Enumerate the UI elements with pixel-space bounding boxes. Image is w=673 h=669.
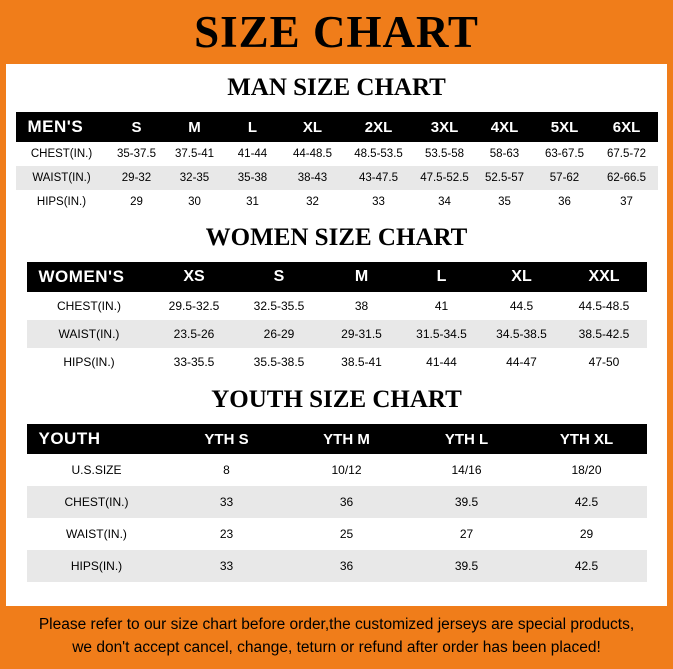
cell: 38.5-42.5 xyxy=(578,327,630,341)
cell: 25 xyxy=(339,527,354,541)
cell: 33 xyxy=(219,559,234,573)
cell: 29 xyxy=(130,196,143,208)
cell: 57-62 xyxy=(549,172,580,184)
cell: 31.5-34.5 xyxy=(416,327,467,341)
table-row xyxy=(27,320,647,348)
footer-note-line-1: Please refer to our size chart before order,the customized jerseys are special products, xyxy=(38,616,635,634)
col-header: S xyxy=(273,268,285,285)
women-size-table xyxy=(27,262,647,376)
col-header: S xyxy=(131,118,142,136)
cell: 10/12 xyxy=(331,463,362,477)
table-header-row xyxy=(27,424,647,454)
cell: 8 xyxy=(223,463,230,477)
cell: 31 xyxy=(246,196,259,208)
cell: 67.5-72 xyxy=(606,148,646,160)
page-header-band xyxy=(6,0,667,64)
cell: 29-32 xyxy=(121,172,152,184)
cell: 63-67.5 xyxy=(544,148,584,160)
col-header: XS xyxy=(183,268,205,285)
row-label: WAIST(IN.) xyxy=(58,327,120,341)
cell: 34.5-38.5 xyxy=(496,327,547,341)
col-header: L xyxy=(436,268,447,285)
table-header-row xyxy=(16,112,658,142)
footer-note-band xyxy=(6,606,667,669)
table-row xyxy=(16,142,658,166)
cell: 33 xyxy=(219,495,234,509)
row-label: U.S.SIZE xyxy=(71,463,122,477)
cell: 47-50 xyxy=(588,355,620,369)
cell: 36 xyxy=(339,559,354,573)
cell: 35 xyxy=(498,196,511,208)
col-header: 4XL xyxy=(490,118,519,136)
col-header: MEN'S xyxy=(27,117,84,136)
cell: 30 xyxy=(188,196,201,208)
cell: 18/20 xyxy=(571,463,602,477)
cell: 29-31.5 xyxy=(341,327,382,341)
cell: 35.5-38.5 xyxy=(253,355,305,369)
cell: 53.5-58 xyxy=(424,148,464,160)
row-label: CHEST(IN.) xyxy=(57,299,121,313)
cell: 14/16 xyxy=(451,463,482,477)
cell: 41-44 xyxy=(237,148,268,160)
footer-note-line-2: we don't accept cancel, change, teturn or refund after order has been placed! xyxy=(72,638,601,656)
cell: 44-48.5 xyxy=(292,148,332,160)
cell: 62-66.5 xyxy=(606,172,646,184)
cell: 42.5 xyxy=(574,559,599,573)
cell: 43-47.5 xyxy=(358,172,398,184)
row-label: HIPS(IN.) xyxy=(70,559,123,573)
col-header: M xyxy=(188,118,201,136)
col-header: M xyxy=(354,268,369,285)
cell: 35-37.5 xyxy=(116,148,156,160)
col-header: YTH M xyxy=(323,430,370,448)
section-man xyxy=(6,74,667,214)
cell: 58-63 xyxy=(489,148,520,160)
cell: 44.5 xyxy=(509,299,534,313)
cell: 38.5-41 xyxy=(341,355,382,369)
row-label: WAIST(IN.) xyxy=(66,527,127,541)
section-women xyxy=(6,224,667,376)
section-youth xyxy=(6,386,667,582)
cell: 48.5-53.5 xyxy=(354,148,403,160)
col-header: 5XL xyxy=(550,118,579,136)
cell: 44.5-48.5 xyxy=(578,299,630,313)
cell: 39.5 xyxy=(454,495,479,509)
man-size-table xyxy=(16,112,658,214)
row-label: CHEST(IN.) xyxy=(64,495,129,509)
section-title-man: MAN SIZE CHART xyxy=(227,74,446,101)
cell: 35-38 xyxy=(237,172,268,184)
cell: 41-44 xyxy=(426,355,457,369)
table-row xyxy=(27,348,647,376)
col-header: 2XL xyxy=(364,118,393,136)
col-header: L xyxy=(247,118,258,136)
youth-size-table xyxy=(27,424,647,582)
cell: 33 xyxy=(372,196,385,208)
cell: 32 xyxy=(306,196,319,208)
cell: 26-29 xyxy=(263,327,295,341)
cell: 32-35 xyxy=(179,172,210,184)
row-label: WAIST(IN.) xyxy=(32,172,91,184)
table-row xyxy=(27,486,647,518)
table-row xyxy=(27,454,647,486)
cell: 42.5 xyxy=(574,495,599,509)
table-row xyxy=(16,166,658,190)
col-header: XL xyxy=(511,268,532,285)
cell: 44-47 xyxy=(506,355,537,369)
cell: 23 xyxy=(219,527,234,541)
cell: 37.5-41 xyxy=(174,148,214,160)
cell: 36 xyxy=(558,196,571,208)
cell: 39.5 xyxy=(454,559,479,573)
cell: 38-43 xyxy=(297,172,328,184)
table-row xyxy=(27,292,647,320)
row-label: HIPS(IN.) xyxy=(36,196,87,208)
col-header: WOMEN'S xyxy=(38,267,125,286)
col-header: 6XL xyxy=(612,118,641,136)
table-header-row xyxy=(27,262,647,292)
cell: 52.5-57 xyxy=(484,172,524,184)
cell: 34 xyxy=(438,196,451,208)
table-row xyxy=(27,550,647,582)
cell: 36 xyxy=(339,495,354,509)
section-title-youth: YOUTH SIZE CHART xyxy=(211,386,462,413)
section-title-women: WOMEN SIZE CHART xyxy=(205,224,468,251)
cell: 41 xyxy=(434,299,449,313)
cell: 47.5-52.5 xyxy=(420,172,469,184)
row-label: HIPS(IN.) xyxy=(63,355,115,369)
page-title: SIZE CHART xyxy=(194,6,479,57)
cell: 38 xyxy=(354,299,369,313)
col-header: YOUTH xyxy=(38,429,101,448)
table-row xyxy=(16,190,658,214)
row-label: CHEST(IN.) xyxy=(30,148,93,160)
col-header: YTH XL xyxy=(559,430,614,448)
cell: 27 xyxy=(459,527,474,541)
table-row xyxy=(27,518,647,550)
col-header: XXL xyxy=(588,268,620,285)
cell: 23.5-26 xyxy=(173,327,215,341)
col-header: YTH S xyxy=(204,430,249,448)
col-header: 3XL xyxy=(430,118,459,136)
cell: 32.5-35.5 xyxy=(253,299,305,313)
cell: 37 xyxy=(620,196,633,208)
cell: 29 xyxy=(579,527,594,541)
cell: 33-35.5 xyxy=(173,355,215,369)
col-header: YTH L xyxy=(444,430,489,448)
col-header: XL xyxy=(302,118,323,136)
cell: 29.5-32.5 xyxy=(168,299,220,313)
